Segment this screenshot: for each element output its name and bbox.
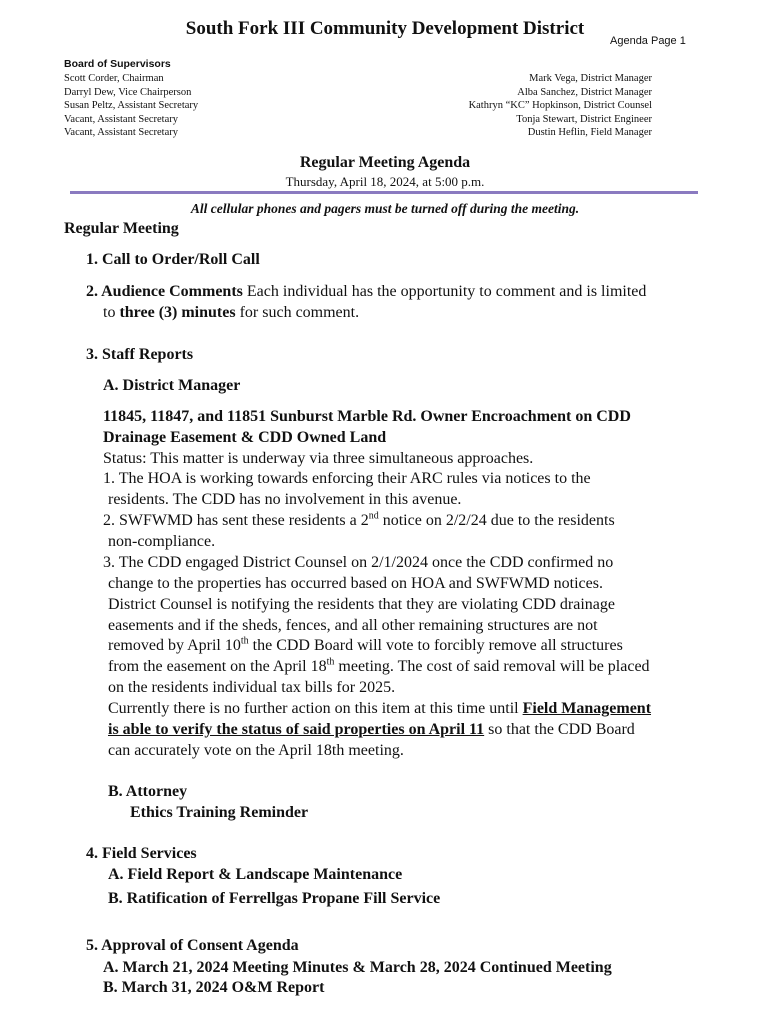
board-member: Susan Peltz, Assistant Secretary xyxy=(64,100,199,111)
text-run: Currently there is no further action on this item at this time until xyxy=(108,700,523,717)
subitem-ferrellgas: B. Ratification of Ferrellgas Propane Fill Service xyxy=(108,890,441,907)
subitem-district-manager: A. District Manager xyxy=(103,377,241,394)
approach-1-cont: residents. The CDD has no involvement in this avenue. xyxy=(108,491,462,508)
staff-list xyxy=(469,72,652,140)
staff-member: Mark Vega, District Manager xyxy=(529,73,652,84)
text-run: meeting. The cost of said removal will be placed xyxy=(334,658,650,675)
approach-3-cont: on the residents individual tax bills for 2025. xyxy=(108,679,396,696)
ethics-training: Ethics Training Reminder xyxy=(130,804,309,821)
encroachment-title-cont: Drainage Easement & CDD Owned Land xyxy=(103,429,387,446)
item-field-services: 4. Field Services xyxy=(86,845,197,862)
approach-3: 3. The CDD engaged District Counsel on 2/1/2024 once the CDD confirmed no xyxy=(103,554,614,571)
approach-2 xyxy=(103,510,615,531)
meeting-title: Regular Meeting Agenda xyxy=(299,154,471,171)
district-title: South Fork III Community Development District xyxy=(185,18,585,39)
subitem-field-report: A. Field Report & Landscape Maintenance xyxy=(108,866,403,883)
subitem-om-report: B. March 31, 2024 O&M Report xyxy=(103,979,325,996)
item-staff-reports: 3. Staff Reports xyxy=(86,346,194,363)
status-line: Status: This matter is underway via three simultaneous approaches. xyxy=(103,450,534,467)
subitem-minutes: A. March 21, 2024 Meeting Minutes & March 28, 2024 Continued Meeting xyxy=(103,959,612,976)
board-member: Vacant, Assistant Secretary xyxy=(64,113,179,125)
header-divider xyxy=(70,191,698,194)
superscript: th xyxy=(326,656,335,668)
board-member: Scott Corder, Chairman xyxy=(64,73,164,84)
approach-1: 1. The HOA is working towards enforcing their ARC rules via notices to the xyxy=(103,470,591,487)
board-heading: Board of Supervisors xyxy=(64,58,171,70)
approach-3-cont: District Counsel is notifying the residents that they are violating CDD drainage xyxy=(108,596,616,613)
subitem-attorney: B. Attorney xyxy=(108,783,188,800)
text-run-bold: three (3) minutes xyxy=(119,304,236,321)
item-audience-comments-cont xyxy=(103,302,359,323)
encroachment-title: 11845, 11847, and 11851 Sunburst Marble Rd. Owner Encroachment on CDD xyxy=(103,408,631,425)
staff-member: Tonja Stewart, District Engineer xyxy=(516,113,652,125)
text-run: so that the CDD Board xyxy=(484,721,635,738)
text-run: from the easement on the April 18 xyxy=(108,658,327,675)
further-action xyxy=(108,698,651,719)
item-call-to-order: 1. Call to Order/Roll Call xyxy=(86,251,260,268)
text-run: the CDD Board will vote to forcibly remove all structures xyxy=(248,637,623,654)
approach-3-cont: change to the properties has occurred based on HOA and SWFWMD notices. xyxy=(108,575,603,592)
staff-member: Alba Sanchez, District Manager xyxy=(517,86,652,98)
staff-member: Kathryn “KC” Hopkinson, District Counsel xyxy=(468,100,652,111)
superscript: nd xyxy=(368,510,379,522)
text-run: to xyxy=(103,304,120,321)
approach-2-cont: non-compliance. xyxy=(108,533,216,550)
item-consent-agenda: 5. Approval of Consent Agenda xyxy=(86,937,299,954)
item-text: Each individual has the opportunity to comment and is limited xyxy=(242,283,647,300)
further-action-cont xyxy=(108,719,635,740)
text-run: for such comment. xyxy=(235,304,360,321)
phones-notice: All cellular phones and pagers must be turned off during the meeting. xyxy=(190,201,580,216)
approach-3-cont: easements and if the sheds, fences, and all other remaining structures are not xyxy=(108,617,598,634)
text-run-bold-underline: Field Management xyxy=(522,700,652,717)
further-action-cont: can accurately vote on the April 18th meeting. xyxy=(108,742,404,759)
item-audience-comments xyxy=(86,281,646,302)
text-run: 2. SWFWMD has sent these residents a 2 xyxy=(103,512,369,529)
staff-member: Dustin Heflin, Field Manager xyxy=(527,127,652,138)
board-member: Vacant, Assistant Secretary xyxy=(64,127,179,138)
superscript: th xyxy=(240,635,249,647)
text-run-bold-underline: is able to verify the status of said properties on April 11 xyxy=(108,721,485,738)
meeting-date: Thursday, April 18, 2024, at 5:00 p.m. xyxy=(285,174,485,189)
approach-3-cont xyxy=(108,635,623,656)
text-run: notice on 2/2/24 due to the residents xyxy=(378,512,615,529)
board-members-list xyxy=(64,72,198,140)
section-heading: Regular Meeting xyxy=(64,220,179,237)
board-member: Darryl Dew, Vice Chairperson xyxy=(64,86,192,98)
agenda-page-label: Agenda Page 1 xyxy=(610,35,686,47)
text-run: removed by April 10 xyxy=(108,637,241,654)
item-label: 2. Audience Comments xyxy=(86,283,243,300)
approach-3-cont xyxy=(108,656,650,677)
